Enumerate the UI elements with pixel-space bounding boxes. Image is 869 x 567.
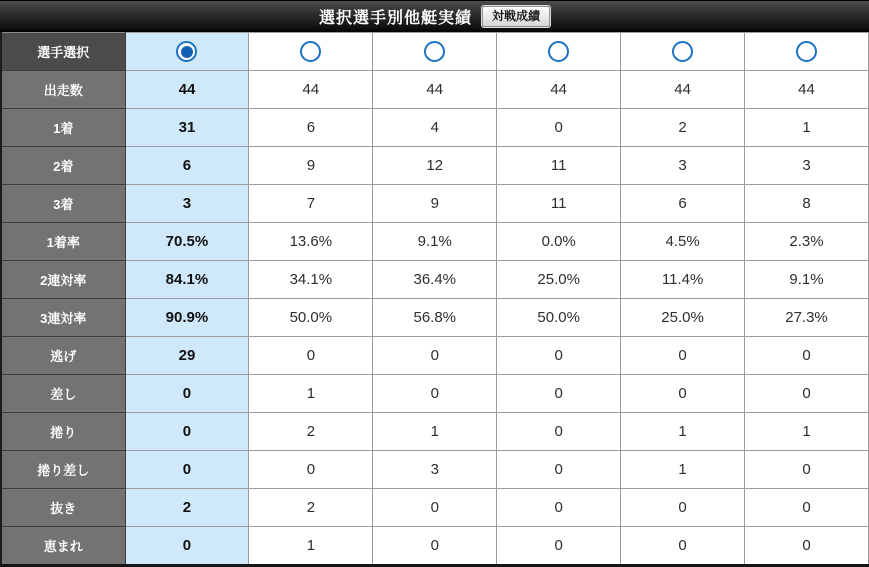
stat-cell: 27.3% <box>745 299 869 337</box>
table-row <box>1 261 869 299</box>
racer-select-cell <box>745 33 869 71</box>
stat-cell: 36.4% <box>373 261 497 299</box>
stat-cell: 44 <box>497 71 621 109</box>
racer-select-radio[interactable] <box>672 41 693 62</box>
stat-cell: 9 <box>249 147 373 185</box>
stat-cell: 3 <box>125 185 249 223</box>
racer-select-radio-selected[interactable] <box>176 41 197 62</box>
stat-cell: 9.1% <box>745 261 869 299</box>
stat-cell: 11.4% <box>621 261 745 299</box>
racer-select-radio[interactable] <box>548 41 569 62</box>
racer-select-cell <box>373 33 497 71</box>
stat-cell: 0 <box>621 375 745 413</box>
stat-cell: 1 <box>249 527 373 566</box>
stat-cell: 0 <box>745 451 869 489</box>
head-to-head-record-button[interactable]: 対戦成績 <box>482 6 550 27</box>
table-row <box>1 375 869 413</box>
stat-cell: 0 <box>621 337 745 375</box>
stat-cell: 0 <box>497 451 621 489</box>
stat-cell: 2 <box>249 413 373 451</box>
table-row <box>1 109 869 147</box>
stat-cell: 50.0% <box>497 299 621 337</box>
stat-cell: 9 <box>373 185 497 223</box>
row-label: 抜き <box>1 489 125 527</box>
racer-select-cell <box>249 33 373 71</box>
stat-cell: 44 <box>745 71 869 109</box>
racer-select-radio[interactable] <box>796 41 817 62</box>
table-row <box>1 185 869 223</box>
stat-cell: 1 <box>745 109 869 147</box>
stat-cell: 1 <box>249 375 373 413</box>
racer-select-cell <box>621 33 745 71</box>
stat-cell: 0 <box>249 451 373 489</box>
stat-cell: 0 <box>125 375 249 413</box>
stat-cell: 25.0% <box>621 299 745 337</box>
racer-select-radio[interactable] <box>424 41 445 62</box>
table-row <box>1 527 869 566</box>
stat-cell: 3 <box>621 147 745 185</box>
stat-cell: 34.1% <box>249 261 373 299</box>
stat-cell: 11 <box>497 147 621 185</box>
stat-cell: 0 <box>497 527 621 566</box>
stat-cell: 31 <box>125 109 249 147</box>
stat-cell: 13.6% <box>249 223 373 261</box>
stat-cell: 29 <box>125 337 249 375</box>
stat-cell: 0.0% <box>497 223 621 261</box>
stat-cell: 0 <box>497 413 621 451</box>
stats-table <box>0 32 869 567</box>
table-row <box>1 337 869 375</box>
stat-cell: 12 <box>373 147 497 185</box>
stat-cell: 0 <box>373 527 497 566</box>
stat-cell: 3 <box>745 147 869 185</box>
stat-cell: 0 <box>497 375 621 413</box>
table-row <box>1 413 869 451</box>
row-label: 1着 <box>1 109 125 147</box>
stat-cell: 0 <box>745 489 869 527</box>
table-row <box>1 489 869 527</box>
stat-cell: 1 <box>745 413 869 451</box>
racer-select-cell <box>125 33 249 71</box>
stat-cell: 6 <box>249 109 373 147</box>
panel-header <box>0 0 869 32</box>
stat-cell: 8 <box>745 185 869 223</box>
row-label: 捲り <box>1 413 125 451</box>
table-row <box>1 147 869 185</box>
stat-cell: 4.5% <box>621 223 745 261</box>
row-label: 選手選択 <box>1 33 125 71</box>
stat-cell: 7 <box>249 185 373 223</box>
stat-cell: 0 <box>745 337 869 375</box>
row-label: 3着 <box>1 185 125 223</box>
racer-select-row <box>1 33 869 71</box>
stat-cell: 1 <box>621 451 745 489</box>
stat-cell: 90.9% <box>125 299 249 337</box>
stat-cell: 3 <box>373 451 497 489</box>
row-label: 捲り差し <box>1 451 125 489</box>
stat-cell: 0 <box>621 489 745 527</box>
stat-cell: 11 <box>497 185 621 223</box>
stat-cell: 44 <box>373 71 497 109</box>
stat-cell: 2 <box>125 489 249 527</box>
stat-cell: 0 <box>249 337 373 375</box>
stat-cell: 0 <box>745 375 869 413</box>
row-label: 差し <box>1 375 125 413</box>
row-label: 恵まれ <box>1 527 125 566</box>
table-row <box>1 71 869 109</box>
table-row <box>1 223 869 261</box>
stat-cell: 0 <box>125 527 249 566</box>
row-label: 1着率 <box>1 223 125 261</box>
stat-cell: 70.5% <box>125 223 249 261</box>
stat-cell: 2 <box>249 489 373 527</box>
stat-cell: 6 <box>125 147 249 185</box>
stat-cell: 0 <box>497 109 621 147</box>
stat-cell: 9.1% <box>373 223 497 261</box>
stat-cell: 0 <box>125 451 249 489</box>
row-label: 出走数 <box>1 71 125 109</box>
table-row <box>1 451 869 489</box>
table-row <box>1 299 869 337</box>
racer-select-cell <box>497 33 621 71</box>
row-label: 2着 <box>1 147 125 185</box>
stat-cell: 0 <box>373 489 497 527</box>
stat-cell: 4 <box>373 109 497 147</box>
stat-cell: 2 <box>621 109 745 147</box>
stat-cell: 56.8% <box>373 299 497 337</box>
stat-cell: 0 <box>621 527 745 566</box>
stat-cell: 2.3% <box>745 223 869 261</box>
stat-cell: 0 <box>497 489 621 527</box>
stat-cell: 0 <box>373 375 497 413</box>
racer-select-radio[interactable] <box>300 41 321 62</box>
row-label: 2連対率 <box>1 261 125 299</box>
stat-cell: 0 <box>373 337 497 375</box>
stat-cell: 44 <box>125 71 249 109</box>
stat-cell: 0 <box>497 337 621 375</box>
stat-cell: 1 <box>373 413 497 451</box>
stat-cell: 25.0% <box>497 261 621 299</box>
stat-cell: 0 <box>125 413 249 451</box>
row-label: 3連対率 <box>1 299 125 337</box>
stat-cell: 84.1% <box>125 261 249 299</box>
stat-cell: 44 <box>621 71 745 109</box>
row-label: 逃げ <box>1 337 125 375</box>
stat-cell: 1 <box>621 413 745 451</box>
panel-title: 選択選手別他艇実績 <box>318 10 472 27</box>
stat-cell: 6 <box>621 185 745 223</box>
stat-cell: 0 <box>745 527 869 566</box>
stat-cell: 44 <box>249 71 373 109</box>
stat-cell: 50.0% <box>249 299 373 337</box>
